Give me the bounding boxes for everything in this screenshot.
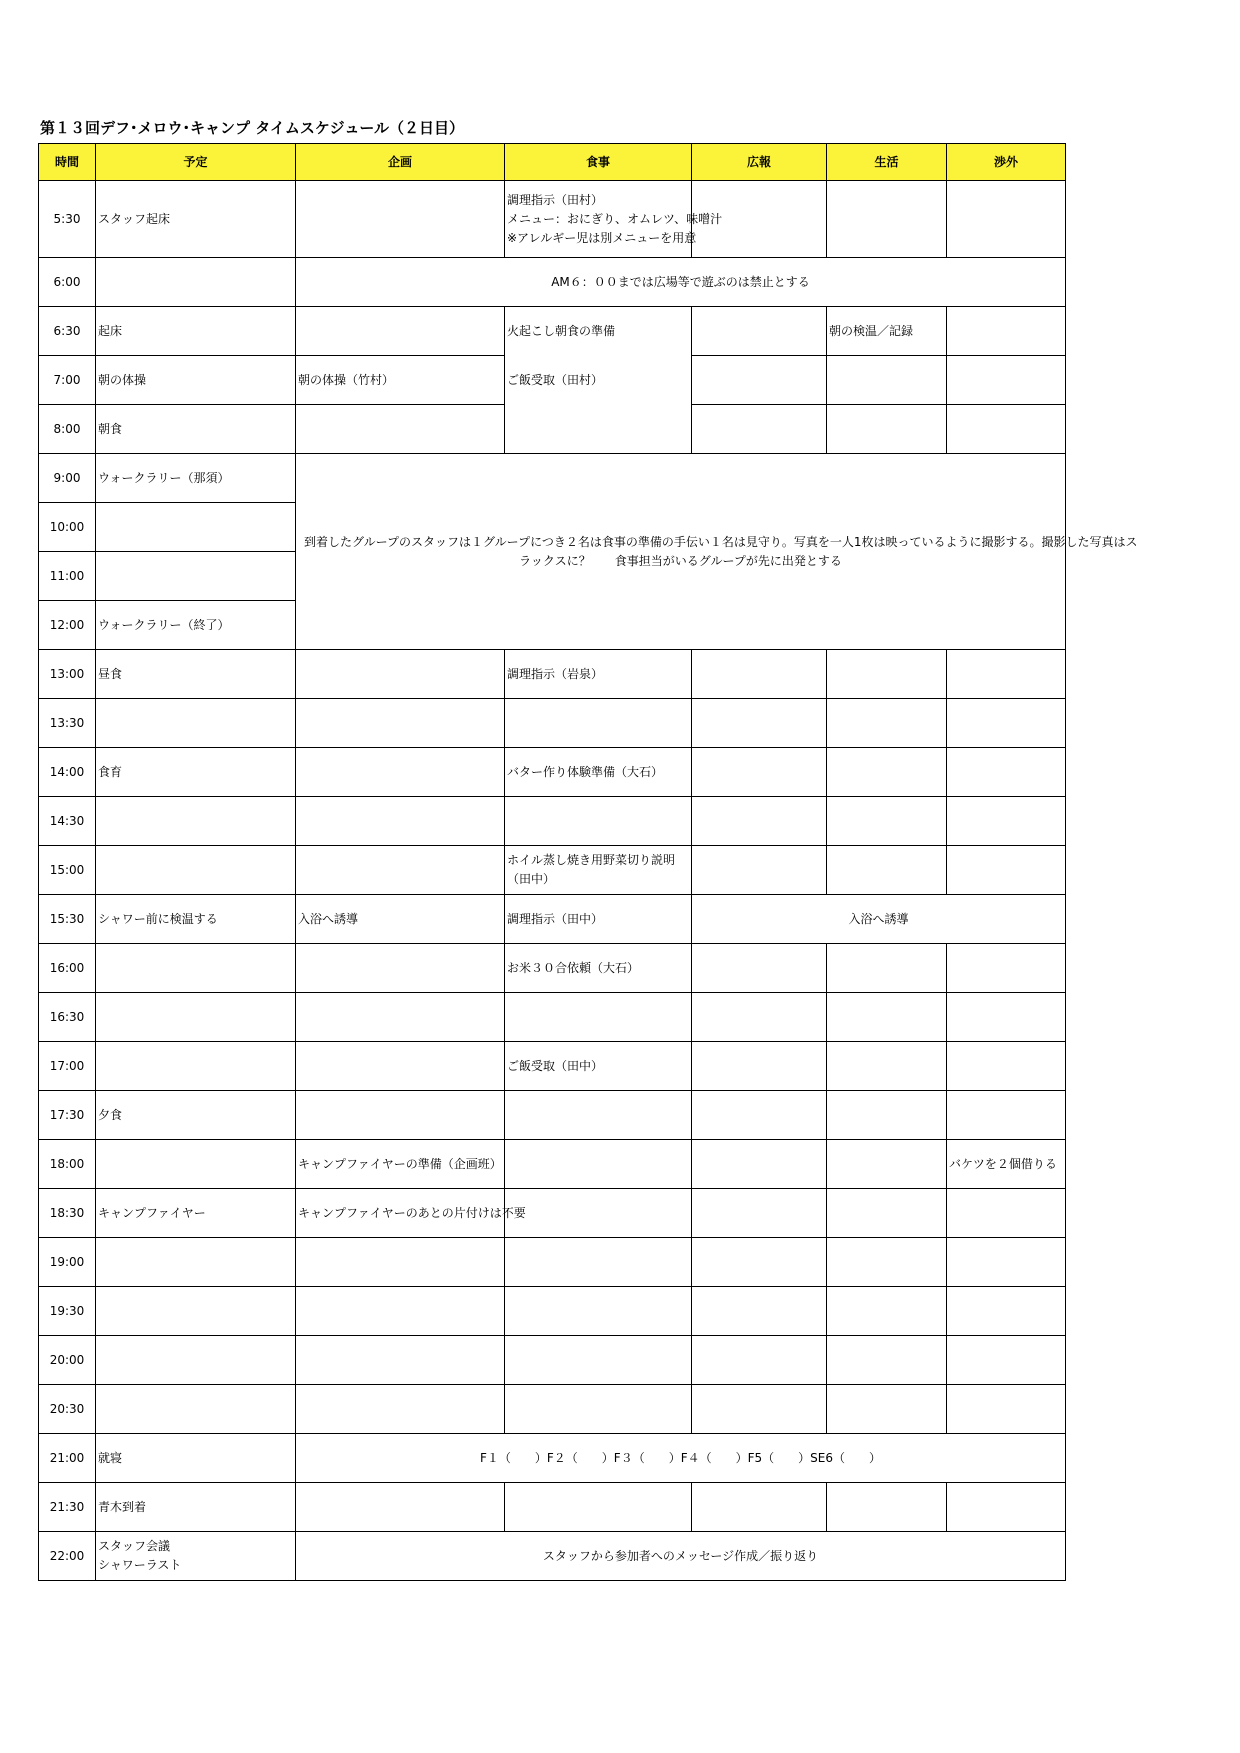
schedule-table (38, 143, 1138, 1581)
shogai-cell (947, 1042, 1066, 1091)
life-cell (827, 1042, 947, 1091)
shogai-cell (947, 405, 1066, 454)
time-cell: 19:00 (39, 1238, 96, 1287)
time-cell: 7:00 (39, 356, 96, 405)
life-cell (827, 1385, 947, 1434)
life-cell (827, 1483, 947, 1532)
life-cell (827, 944, 947, 993)
time-cell: 17:30 (39, 1091, 96, 1140)
merged-note-cell: 入浴へ誘導 (692, 895, 1066, 944)
meal-cell (505, 1189, 692, 1238)
meal-cell (505, 1336, 692, 1385)
table-row (39, 1091, 1066, 1140)
time-cell: 9:00 (39, 454, 96, 503)
life-cell: 朝の検温／記録 (827, 307, 947, 356)
meal-line: 火起こし朝食の準備 (507, 324, 616, 338)
life-cell (827, 699, 947, 748)
plan-cell: 夕食 (96, 1091, 296, 1140)
plan-cell (96, 1042, 296, 1091)
meal-line: ※アレルギー児は別メニューを用意 (507, 230, 697, 245)
header-pr: 広報 (692, 144, 827, 181)
shogai-cell (947, 797, 1066, 846)
time-cell: 22:00 (39, 1532, 96, 1581)
kikaku-cell (296, 181, 505, 258)
meal-cell (505, 1091, 692, 1140)
kikaku-cell (296, 1336, 505, 1385)
kikaku-cell (296, 1091, 505, 1140)
meal-cell: お米３０合依頼（大石） (505, 944, 692, 993)
pr-cell (692, 1238, 827, 1287)
pr-cell (692, 1140, 827, 1189)
page-title: 第１３回デフ･メロウ･キャンプ タイムスケジュール（２日目） (40, 119, 465, 137)
time-cell: 17:00 (39, 1042, 96, 1091)
merged-note-cell: スタッフから参加者へのメッセージ作成／振り返り (296, 1532, 1066, 1581)
meal-line: メニュー：おにぎり、オムレツ、味噌汁 (507, 211, 723, 226)
pr-cell (692, 307, 827, 356)
pr-cell (692, 650, 827, 699)
header-meal: 食事 (505, 144, 692, 181)
shogai-cell (947, 1189, 1066, 1238)
shogai-cell (947, 650, 1066, 699)
life-cell (827, 1189, 947, 1238)
time-cell: 5:30 (39, 181, 96, 258)
life-cell (827, 1336, 947, 1385)
life-cell (827, 405, 947, 454)
plan-cell (96, 797, 296, 846)
meal-cell (505, 1483, 692, 1532)
life-cell (827, 748, 947, 797)
life-cell (827, 797, 947, 846)
meal-line: （田中） (507, 872, 556, 886)
pr-cell (692, 356, 827, 405)
pr-cell (692, 944, 827, 993)
plan-cell (96, 1336, 296, 1385)
kikaku-cell (296, 1385, 505, 1434)
shogai-cell (947, 1091, 1066, 1140)
time-cell: 6:00 (39, 258, 96, 307)
shogai-cell (947, 748, 1066, 797)
plan-cell: 昼食 (96, 650, 296, 699)
pr-cell (692, 748, 827, 797)
pr-cell (692, 699, 827, 748)
plan-cell (96, 552, 296, 601)
kikaku-cell (296, 797, 505, 846)
plan-cell: 起床 (96, 307, 296, 356)
header-plan: 予定 (96, 144, 296, 181)
plan-cell (96, 1385, 296, 1434)
kikaku-cell (296, 1042, 505, 1091)
kikaku-cell (296, 699, 505, 748)
table-row (39, 1189, 1066, 1238)
time-cell: 12:00 (39, 601, 96, 650)
table-row (39, 993, 1066, 1042)
header-time: 時間 (39, 144, 96, 181)
header-kikaku: 企画 (296, 144, 505, 181)
shogai-cell (947, 993, 1066, 1042)
shogai-cell (947, 356, 1066, 405)
plan-cell: ウォークラリー（那須） (96, 454, 296, 503)
header-row (39, 144, 1066, 181)
life-cell (827, 1238, 947, 1287)
shogai-cell (947, 181, 1066, 258)
kikaku-cell (296, 1287, 505, 1336)
table-row (39, 1434, 1066, 1483)
plan-cell (96, 846, 296, 895)
kikaku-cell (296, 405, 505, 454)
plan-cell: スタッフ起床 (96, 181, 296, 258)
plan-cell: 就寝 (96, 1434, 296, 1483)
meal-line: ご飯受取（田村） (507, 373, 604, 387)
pr-cell (692, 405, 827, 454)
table-row (39, 1385, 1066, 1434)
time-cell: 20:00 (39, 1336, 96, 1385)
table-row (39, 748, 1066, 797)
shogai-cell (947, 1385, 1066, 1434)
plan-cell: 青木到着 (96, 1483, 296, 1532)
table-row (39, 454, 1066, 503)
plan-line: シャワーラスト (98, 1558, 182, 1572)
meal-cell (505, 797, 692, 846)
kikaku-cell: キャンプファイヤーのあとの片付けは不要 (296, 1189, 505, 1238)
life-cell (827, 650, 947, 699)
pr-cell (692, 1287, 827, 1336)
note-line: 到着したグループのスタッフは１グループにつき２名は食事の準備の手伝い１名は見守り。写真を一人1枚は映っているように撮影する。撮影した写真はス (304, 534, 1138, 549)
plan-cell: キャンプファイヤー (96, 1189, 296, 1238)
time-cell: 18:00 (39, 1140, 96, 1189)
time-cell: 6:30 (39, 307, 96, 356)
table-row (39, 699, 1066, 748)
plan-cell (96, 258, 296, 307)
note-line: ラックスに？ 食事担当がいるグループが先に出発とする (519, 553, 842, 568)
pr-cell (692, 797, 827, 846)
plan-cell (96, 1238, 296, 1287)
time-cell: 16:00 (39, 944, 96, 993)
time-cell: 8:00 (39, 405, 96, 454)
time-cell: 15:00 (39, 846, 96, 895)
meal-cell (505, 1287, 692, 1336)
life-cell (827, 356, 947, 405)
time-cell: 11:00 (39, 552, 96, 601)
shogai-cell (947, 1483, 1066, 1532)
meal-cell: 調理指示（岩泉） (505, 650, 692, 699)
table-row (39, 1532, 1066, 1581)
plan-cell (96, 1532, 296, 1581)
pr-cell (692, 1189, 827, 1238)
plan-line: スタッフ会議 (98, 1539, 171, 1553)
time-cell: 10:00 (39, 503, 96, 552)
shogai-cell (947, 944, 1066, 993)
header-shogai: 渉外 (947, 144, 1066, 181)
meal-cell (505, 181, 723, 258)
pr-cell (692, 993, 827, 1042)
time-cell: 14:00 (39, 748, 96, 797)
merged-note-cell: F１（ ）F２（ ）F３（ ）F４（ ）F5（ ）SE6（ ） (296, 1434, 1066, 1483)
shogai-cell (947, 1336, 1066, 1385)
plan-cell (96, 699, 296, 748)
life-cell (827, 1091, 947, 1140)
table-row (39, 1483, 1066, 1532)
time-cell: 21:30 (39, 1483, 96, 1532)
time-cell: 13:00 (39, 650, 96, 699)
kikaku-cell (296, 993, 505, 1042)
table-row (39, 797, 1066, 846)
kikaku-cell (296, 1483, 505, 1532)
time-cell: 18:30 (39, 1189, 96, 1238)
kikaku-cell (296, 307, 505, 356)
life-cell (827, 1140, 947, 1189)
table-row (39, 846, 1066, 895)
table-row (39, 1238, 1066, 1287)
meal-line: ホイル蒸し焼き用野菜切り説明 (507, 853, 676, 867)
plan-cell (96, 944, 296, 993)
shogai-cell (947, 846, 1066, 895)
table-row (39, 944, 1066, 993)
pr-cell (692, 1385, 827, 1434)
kikaku-cell: 朝の体操（竹村） (296, 356, 505, 405)
kikaku-cell (296, 650, 505, 699)
table-row (39, 1336, 1066, 1385)
shogai-cell: バケツを２個借りる (947, 1140, 1066, 1189)
table-row (39, 895, 1066, 944)
life-cell (827, 1287, 947, 1336)
plan-cell (96, 1287, 296, 1336)
kikaku-cell (296, 944, 505, 993)
life-cell (827, 181, 947, 258)
table-row (39, 650, 1066, 699)
meal-cell: 調理指示（田中） (505, 895, 692, 944)
meal-cell (505, 846, 692, 895)
shogai-cell (947, 699, 1066, 748)
plan-cell: 朝の体操 (96, 356, 296, 405)
pr-cell (692, 846, 827, 895)
pr-cell (692, 1336, 827, 1385)
pr-cell (692, 1042, 827, 1091)
life-cell (827, 993, 947, 1042)
header-life: 生活 (827, 144, 947, 181)
table-row (39, 307, 1066, 356)
pr-cell (692, 1483, 827, 1532)
table-row (39, 1287, 1066, 1336)
table-row (39, 1042, 1066, 1091)
pr-cell (692, 1091, 827, 1140)
plan-cell: 朝食 (96, 405, 296, 454)
meal-cell (505, 699, 692, 748)
time-cell: 20:30 (39, 1385, 96, 1434)
meal-line: 調理指示（田村） (507, 192, 604, 207)
kikaku-cell (296, 748, 505, 797)
plan-cell: シャワー前に検温する (96, 895, 296, 944)
meal-cell (505, 1140, 692, 1189)
table-row (39, 258, 1066, 307)
time-cell: 19:30 (39, 1287, 96, 1336)
kikaku-cell (296, 1238, 505, 1287)
plan-cell (96, 1140, 296, 1189)
time-cell: 13:30 (39, 699, 96, 748)
time-cell: 16:30 (39, 993, 96, 1042)
kikaku-cell: 入浴へ誘導 (296, 895, 505, 944)
plan-cell: ウォークラリー（終了） (96, 601, 296, 650)
kikaku-cell (296, 846, 505, 895)
meal-cell (505, 1385, 692, 1434)
life-cell (827, 846, 947, 895)
time-cell: 15:30 (39, 895, 96, 944)
table-row (39, 181, 1066, 258)
table-row (39, 1140, 1066, 1189)
shogai-cell (947, 1287, 1066, 1336)
shogai-cell (947, 307, 1066, 356)
merged-note-cell: AM６：００までは広場等で遊ぶのは禁止とする (296, 258, 1066, 307)
shogai-cell (947, 1238, 1066, 1287)
meal-cell (505, 1238, 692, 1287)
plan-cell: 食育 (96, 748, 296, 797)
merged-note-cell (296, 454, 1138, 650)
plan-cell (96, 503, 296, 552)
meal-cell (505, 307, 692, 454)
time-cell: 21:00 (39, 1434, 96, 1483)
meal-cell: ご飯受取（田中） (505, 1042, 692, 1091)
time-cell: 14:30 (39, 797, 96, 846)
kikaku-cell: キャンプファイヤーの準備（企画班） (296, 1140, 505, 1189)
meal-cell (505, 993, 692, 1042)
plan-cell (96, 993, 296, 1042)
meal-cell: バター作り体験準備（大石） (505, 748, 692, 797)
